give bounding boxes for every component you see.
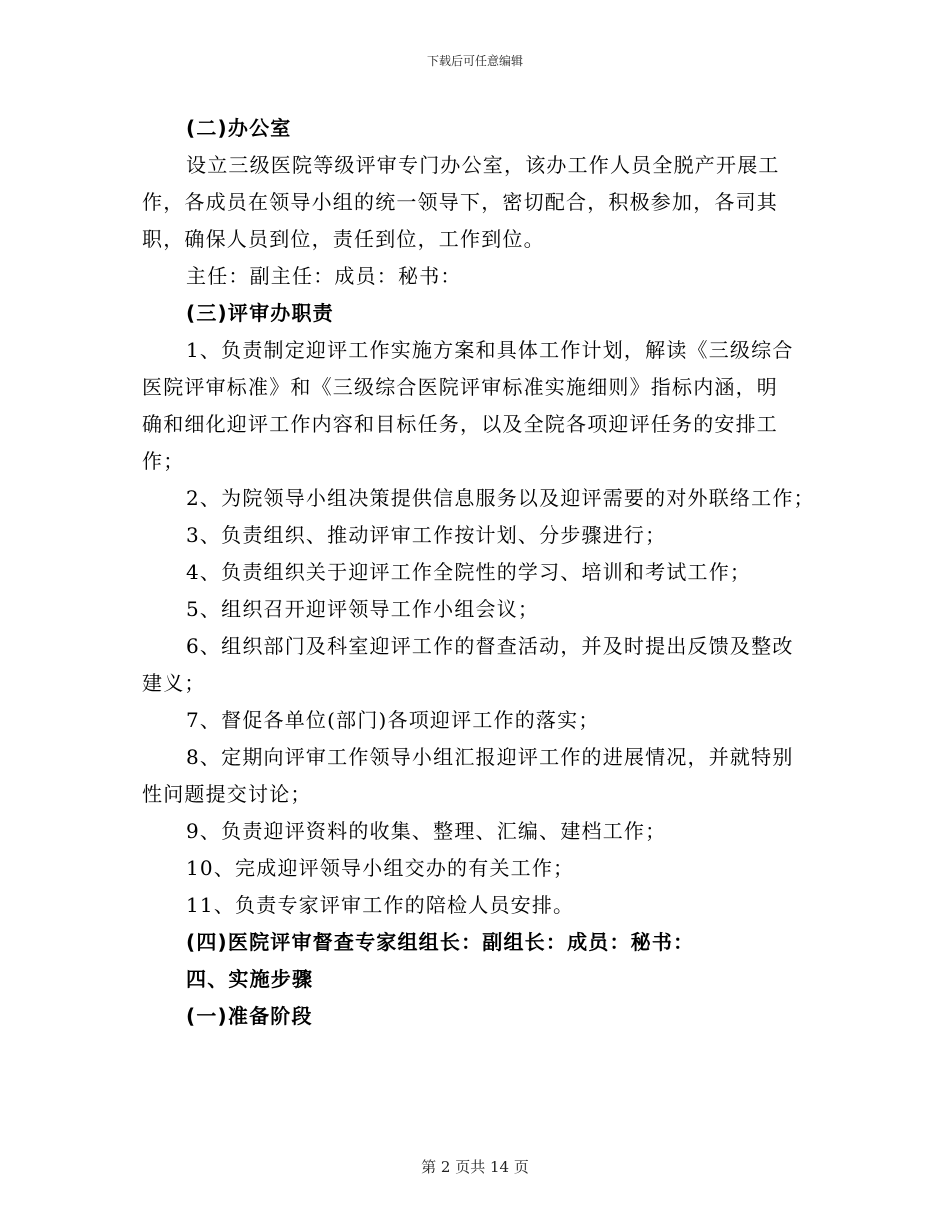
section-heading: (四)医院评审督查专家组组长：副组长：成员：秘书：: [186, 930, 695, 954]
paragraph-line: 性问题提交讨论；: [142, 782, 312, 806]
paragraph-line: 5、组织召开迎评领导工作小组会议；: [186, 597, 540, 621]
section-heading: (三)评审办职责: [186, 301, 334, 325]
paragraph-line: 作，各成员在领导小组的统一领导下，密切配合，积极参加，各司其: [142, 190, 778, 214]
paragraph-line: 2、为院领导小组决策提供信息服务以及迎评需要的对外联络工作；: [186, 486, 815, 510]
paragraph-line: 建义；: [142, 671, 206, 695]
paragraph-line: 9、负责迎评资料的收集、整理、汇编、建档工作；: [186, 819, 667, 843]
section-heading: (二)办公室: [186, 116, 292, 140]
paragraph-line: 医院评审标准》和《三级综合医院评审标准实施细则》指标内涵，明: [142, 375, 778, 399]
paragraph-line: 1、负责制定迎评工作实施方案和具体工作计划，解读《三级综合: [186, 338, 794, 362]
section-heading: (一)准备阶段: [186, 1004, 313, 1028]
paragraph-line: 10、完成迎评领导小组交办的有关工作；: [186, 856, 575, 880]
paragraph-line: 作；: [142, 449, 185, 473]
section-heading: 四、实施步骤: [186, 967, 314, 991]
paragraph-line: 职，确保人员到位，责任到位，工作到位。: [142, 227, 545, 251]
paragraph-line: 设立三级医院等级评审专门办公室，该办工作人员全脱产开展工: [186, 153, 780, 177]
paragraph-line: 6、组织部门及科室迎评工作的督查活动，并及时提出反馈及整改: [186, 634, 794, 658]
paragraph-line: 确和细化迎评工作内容和目标任务，以及全院各项迎评任务的安排工: [142, 412, 778, 436]
paragraph-line: 7、督促各单位(部门)各项迎评工作的落实；: [186, 708, 600, 732]
paragraph-line: 11、负责专家评审工作的陪检人员安排。: [186, 893, 575, 917]
document-body: [142, 110, 815, 1035]
paragraph-line: 8、定期向评审工作领导小组汇报迎评工作的进展情况，并就特别: [186, 745, 794, 769]
page-footer: 第 2 页共 14 页: [421, 1158, 529, 1176]
paragraph-line: 4、负责组织关于迎评工作全院性的学习、培训和考试工作；: [186, 560, 752, 584]
paragraph-line: 3、负责组织、推动评审工作按计划、分步骤进行；: [186, 523, 667, 547]
paragraph-line: 主任：副主任：成员：秘书：: [186, 264, 462, 288]
page-header: 下载后可任意编辑: [426, 54, 523, 68]
